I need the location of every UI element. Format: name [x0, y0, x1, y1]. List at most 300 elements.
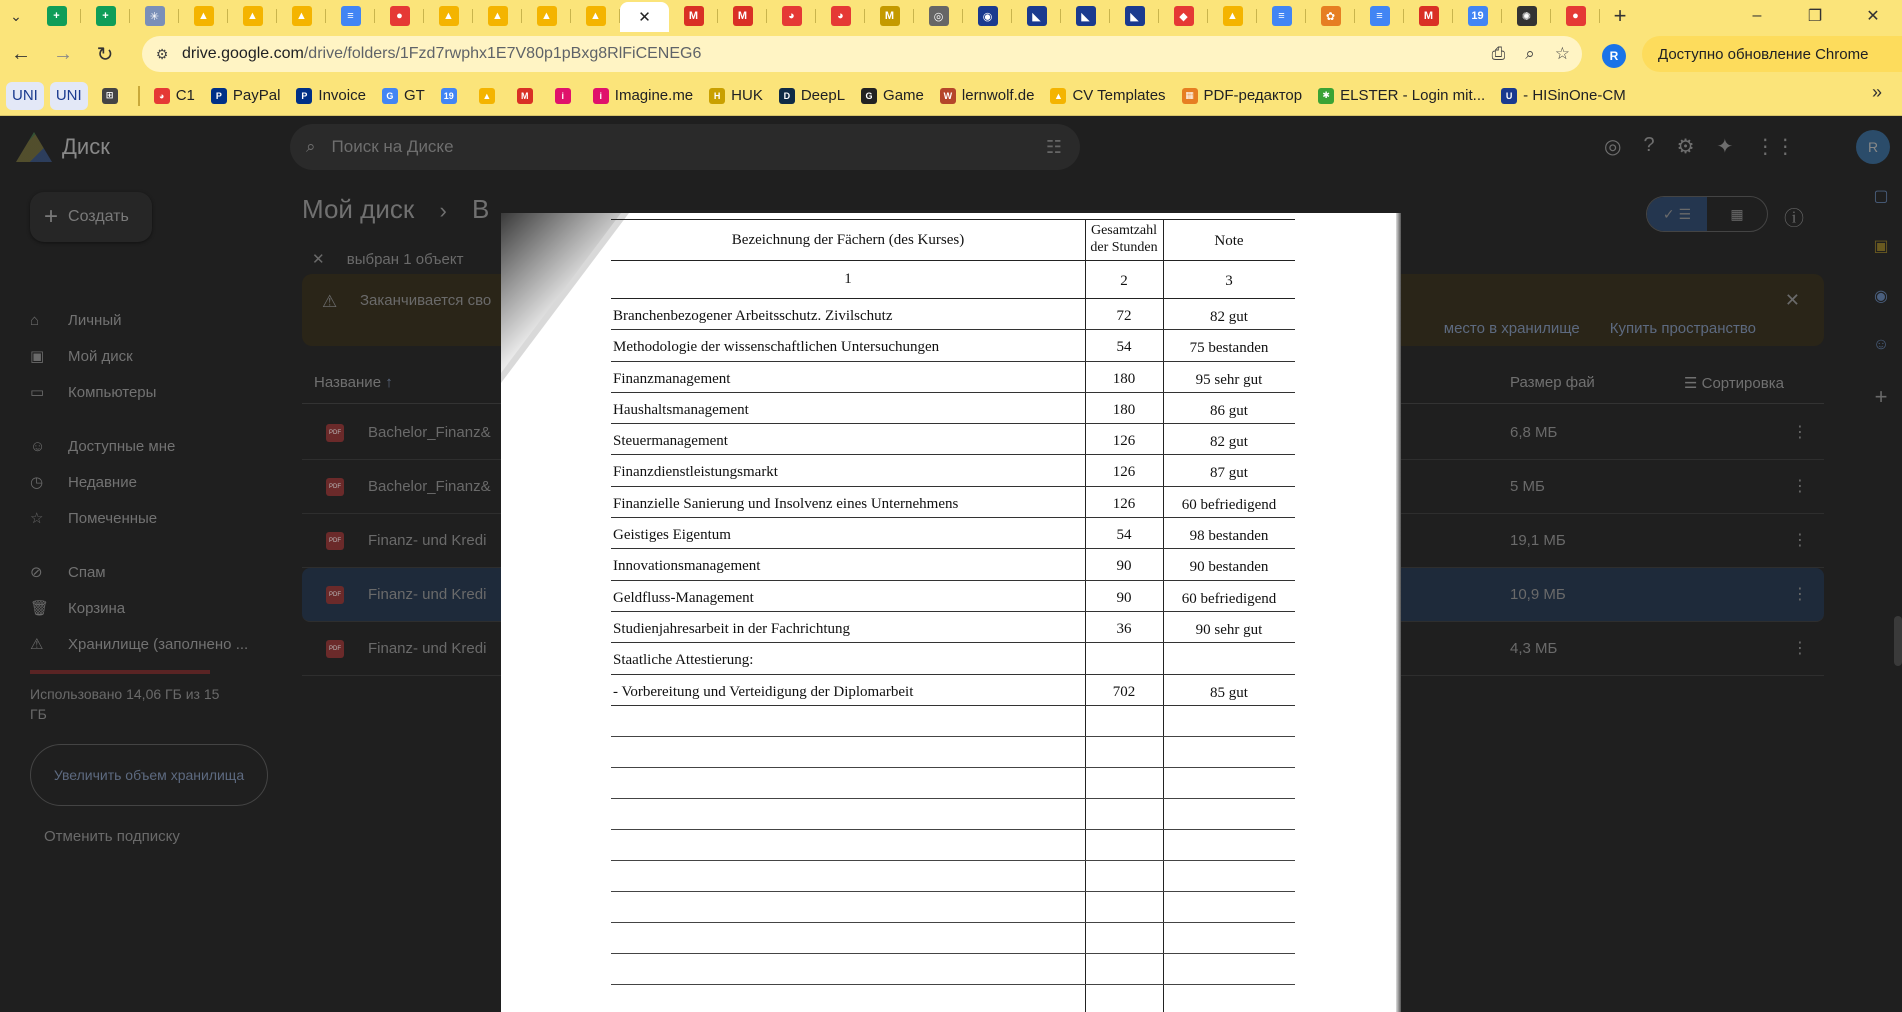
subject-cell: Steuermanagement [613, 433, 728, 450]
search-filter-icon[interactable]: ☷ [1045, 136, 1062, 157]
tab[interactable] [669, 0, 718, 32]
url-text[interactable] [182, 45, 701, 63]
more-actions-icon[interactable]: ⋮ [1792, 424, 1808, 441]
install-app-icon[interactable]: ⎙ [1491, 44, 1506, 63]
bookmark-label: ELSTER - Login mit... [1340, 87, 1486, 104]
index-subject: 1 [844, 271, 852, 287]
hours-cell: 126 [1112, 464, 1136, 481]
grade-cell: 85 gut [1210, 684, 1248, 701]
calendar-side-icon[interactable]: ▢ [1873, 188, 1889, 205]
huk-icon: H [709, 88, 725, 104]
pdf-file-icon: PDF [326, 586, 344, 604]
app-icon: M [880, 6, 900, 26]
tab[interactable] [326, 0, 375, 32]
grade-cell: 82 gut [1210, 309, 1248, 325]
file-name: Bachelor_Finanz& [368, 424, 491, 441]
tab-search-chevron-icon[interactable]: ⌄ [10, 7, 22, 24]
tab[interactable] [1502, 0, 1551, 32]
bookmark-item[interactable] [471, 82, 509, 110]
file-size: 10,9 МБ [1510, 586, 1566, 603]
contacts-side-icon[interactable]: ☺ [1872, 336, 1890, 353]
column-divider [1085, 861, 1086, 891]
table-header-row [611, 219, 1295, 261]
app-icon: ◎ [929, 6, 949, 26]
offline-status-icon[interactable]: ◎ [1604, 136, 1622, 158]
grade-cell: 95 sehr gut [1195, 371, 1263, 388]
column-divider [1163, 985, 1164, 1012]
more-actions-icon[interactable]: ⋮ [1792, 532, 1808, 549]
new-tab-button[interactable]: + [1613, 3, 1627, 28]
subject-cell: Methodologie der wissenschaftlichen Untersuchungen [613, 339, 940, 356]
subject-cell: - Vorbereitung und Verteidigung der Diplomarbeit [613, 683, 914, 700]
empty-table-row [611, 954, 1295, 985]
grid-view-icon[interactable]: ▦ [1730, 205, 1744, 222]
back-arrow-icon[interactable]: ← [11, 42, 31, 65]
grade-cell: 75 bestanden [1189, 340, 1269, 357]
buy-storage-button[interactable]: Купить пространство [1609, 320, 1756, 337]
pdf-file-icon: PDF [326, 478, 344, 496]
free-space-button[interactable]: место в хранилище [1443, 320, 1580, 337]
upgrade-storage-button[interactable]: Увеличить объем хранилища [30, 744, 268, 806]
grade-cell: 60 befriedigend [1181, 496, 1277, 513]
home-icon: ⌂ [30, 311, 40, 329]
tab[interactable] [130, 0, 179, 32]
file-name: Finanz- und Kredi [368, 586, 487, 603]
tab[interactable] [963, 0, 1012, 32]
sidebar-item[interactable] [30, 374, 270, 410]
tab[interactable] [1404, 0, 1453, 32]
bookmark-item[interactable] [1042, 82, 1173, 110]
app-icon: ● [390, 6, 410, 26]
bookmark-item[interactable] [771, 82, 853, 110]
bookmark-item[interactable] [585, 82, 701, 110]
table-row [611, 612, 1295, 643]
subject-cell: Finanzielle Sanierung und Insolvenz eines Unternehmens [613, 495, 959, 512]
sheets-icon: + [47, 6, 67, 26]
tab[interactable] [1551, 0, 1600, 32]
drive-logo[interactable] [16, 132, 110, 162]
column-divider [1163, 954, 1164, 984]
more-actions-icon[interactable]: ⋮ [1792, 640, 1808, 657]
breadcrumb-current-folder[interactable]: В [472, 194, 490, 224]
hours-cell: 180 [1112, 401, 1136, 418]
drive-icon: ▲ [292, 6, 312, 26]
bookmark-item[interactable] [509, 82, 547, 110]
ude-icon: U [1501, 88, 1517, 104]
breadcrumb-my-drive[interactable]: Мой диск [302, 194, 415, 224]
column-divider [1163, 923, 1164, 953]
bookmark-label: UNI [55, 87, 82, 104]
warning-icon: ⚠ [30, 636, 44, 653]
tab[interactable] [473, 0, 522, 32]
pdf-file-icon: PDF [326, 640, 344, 658]
sidebar-item-label: Спам [68, 563, 106, 581]
header-grade: Note [1214, 233, 1244, 249]
grades-table [611, 219, 1295, 1012]
window-controls [1728, 0, 1902, 32]
tab[interactable] [1453, 0, 1502, 32]
bookmark-item[interactable] [6, 82, 44, 110]
hours-cell: 54 [1116, 527, 1132, 544]
paypal-icon: P [296, 88, 312, 104]
maximize-icon[interactable]: ❐ [1807, 8, 1823, 25]
tab[interactable] [277, 0, 326, 32]
bookmark-item[interactable] [288, 82, 374, 110]
forward-arrow-icon[interactable]: → [53, 42, 73, 65]
people-icon: ☺ [30, 437, 46, 455]
list-view-icon[interactable]: ✓ ☰ [1647, 197, 1707, 231]
breadcrumb [302, 194, 489, 225]
column-divider [1163, 643, 1164, 673]
tab[interactable] [1355, 0, 1404, 32]
help-icon[interactable]: ? [1643, 134, 1655, 156]
empty-table-row [611, 861, 1295, 892]
bookmark-item[interactable] [1310, 82, 1493, 110]
drive-icon: ▲ [488, 6, 508, 26]
grade-cell: 87 gut [1210, 465, 1248, 482]
file-name: Finanz- und Kredi [368, 640, 487, 657]
empty-table-row [611, 923, 1295, 954]
close-window-icon[interactable]: ✕ [1866, 8, 1880, 25]
tab[interactable] [1257, 0, 1306, 32]
banner-text: Заканчивается сво [360, 292, 492, 309]
clear-selection-icon[interactable]: ✕ [312, 251, 325, 268]
chrome-update-button[interactable]: Доступно обновление Chrome [1642, 36, 1902, 72]
google-icon: G [382, 88, 398, 104]
grade-cell: 90 sehr gut [1195, 621, 1263, 638]
new-button[interactable] [30, 192, 152, 242]
tab-list [32, 0, 1600, 32]
wolf-icon: W [940, 88, 956, 104]
tab[interactable] [424, 0, 473, 32]
sidebar-item-label: Доступные мне [68, 437, 176, 455]
column-divider [1163, 706, 1164, 736]
drive-account-avatar[interactable]: R [1856, 130, 1890, 164]
subject-cell: Finanzdienstleistungsmarkt [613, 464, 778, 481]
tab[interactable] [718, 0, 767, 32]
apps-grid-icon: ⊞ [102, 88, 118, 104]
page-edge [1396, 213, 1401, 1012]
grade-cell: 90 bestanden [1189, 559, 1269, 576]
bookmark-item[interactable] [203, 82, 289, 110]
tab[interactable] [32, 0, 81, 32]
tab[interactable] [179, 0, 228, 32]
empty-table-row [611, 892, 1295, 923]
trash-icon: 🗑 [30, 600, 50, 617]
paypal-icon: P [211, 88, 227, 104]
imagine-icon: i [555, 88, 571, 104]
tab[interactable] [375, 0, 424, 32]
tab[interactable] [1012, 0, 1061, 32]
drive-icon: ▲ [586, 6, 606, 26]
banner-actions [1444, 320, 1756, 337]
tab[interactable] [816, 0, 865, 32]
column-size-header[interactable]: Размер фай [1510, 374, 1595, 391]
tab[interactable] [1110, 0, 1159, 32]
profile-avatar[interactable]: R [1602, 44, 1626, 68]
bookmark-label: Game [883, 87, 924, 104]
calendar-icon: 19 [1468, 6, 1488, 26]
sidebar-item-label: Помеченные [68, 509, 158, 527]
bookmark-item[interactable] [701, 82, 771, 110]
bookmark-label: lernwolf.de [961, 87, 1035, 104]
drive-icon: ▲ [479, 88, 495, 104]
column-divider [1085, 954, 1086, 984]
pdf-editor-icon: ▦ [1182, 88, 1198, 104]
tasks-side-icon[interactable]: ◉ [1874, 288, 1888, 305]
address-bar[interactable] [142, 36, 1582, 72]
drive-top-icons [1604, 134, 1795, 159]
bookmarks-bar [0, 76, 1902, 116]
app-icon: ◉ [978, 6, 998, 26]
table-row [611, 455, 1295, 486]
table-row [611, 675, 1295, 706]
breadcrumb-separator: › [439, 198, 447, 223]
header-hours-line1: Gesamtzahl [1090, 223, 1158, 238]
column-divider [1085, 737, 1086, 767]
column-name-header[interactable] [314, 374, 393, 391]
url-host: drive.google.com [182, 45, 304, 62]
star-icon: ☆ [30, 510, 44, 527]
bookmark-separator [138, 86, 140, 106]
hours-cell: 90 [1116, 558, 1132, 575]
subject-cell: Innovationsmanagement [613, 558, 761, 575]
tab[interactable] [81, 0, 130, 32]
drive-search-input[interactable] [290, 124, 1080, 170]
sidebar-item-label: Мой диск [68, 347, 133, 365]
bookmark-label: DeepL [800, 87, 846, 104]
gmail-icon: M [684, 6, 704, 26]
table-row [611, 643, 1295, 674]
subject-cell: Studienjahresarbeit in der Fachrichtung [613, 620, 851, 637]
app-icon: ◆ [1174, 6, 1194, 26]
drive-icon: ▲ [439, 6, 459, 26]
sidebar-item[interactable] [30, 590, 270, 626]
calendar-icon: 19 [441, 88, 457, 104]
deepl-icon: D [779, 88, 795, 104]
sort-button[interactable] [1684, 374, 1784, 392]
banner-close-icon[interactable]: ✕ [1784, 290, 1800, 310]
subject-cell: Staatliche Attestierung: [613, 652, 754, 669]
table-row [611, 362, 1295, 393]
app-icon: ◣ [1125, 6, 1145, 26]
tab[interactable] [914, 0, 963, 32]
table-index-row [611, 261, 1295, 299]
bookmark-item[interactable] [94, 82, 132, 110]
column-divider [1085, 830, 1086, 860]
header-hours [1085, 222, 1163, 256]
url-path: /drive/folders/1Fzd7rwphx1E7V80p1pBxg8RlFiCENEG6 [303, 45, 702, 62]
app-icon: ◕ [782, 6, 802, 26]
bookmark-label: PayPal [232, 87, 281, 104]
app-icon: ✿ [1321, 6, 1341, 26]
docs-icon: ≡ [1370, 6, 1390, 26]
zoom-icon[interactable]: ⌕ [1525, 44, 1535, 63]
app-icon: ◣ [1076, 6, 1096, 26]
bookmark-label: - HISinOne-CM [1523, 87, 1626, 104]
bookmark-item[interactable] [50, 82, 88, 110]
drive-sidebar-nav [30, 302, 270, 662]
reload-icon[interactable]: ↻ [96, 43, 114, 66]
file-name: Finanz- und Kredi [368, 532, 487, 549]
imagine-icon: i [593, 88, 609, 104]
keep-side-icon[interactable]: ▣ [1873, 238, 1889, 255]
omnibox-actions [1492, 36, 1570, 72]
pdf-page-preview[interactable] [501, 213, 1401, 1012]
sidebar-item-label: Недавние [68, 473, 137, 491]
sidebar-item-label: Корзина [68, 599, 126, 617]
plus-icon: + [44, 203, 59, 230]
sidebar-item-label: Компьютеры [68, 383, 157, 401]
bookmark-item[interactable] [853, 82, 932, 110]
grade-cell: 98 bestanden [1189, 528, 1269, 545]
bookmark-item[interactable] [433, 82, 471, 110]
tab[interactable] [620, 2, 669, 32]
table-row [611, 549, 1295, 580]
minimize-icon[interactable]: – [1752, 7, 1762, 24]
column-divider [1085, 892, 1086, 922]
page-scrollbar[interactable] [1894, 616, 1902, 666]
new-button-label: Создать [68, 208, 129, 225]
tab[interactable] [865, 0, 914, 32]
tab[interactable] [1306, 0, 1355, 32]
bookmark-label: GT [403, 87, 425, 104]
game-icon: G [861, 88, 877, 104]
apps-grid-icon[interactable]: ⋮⋮ [1755, 136, 1796, 158]
bookmark-label: CV Templates [1072, 87, 1166, 104]
tab[interactable] [767, 0, 816, 32]
file-size: 19,1 МБ [1510, 532, 1566, 549]
tab-strip [0, 0, 1902, 32]
file-name: Bachelor_Finanz& [368, 478, 491, 495]
details-info-icon[interactable]: ⓘ [1784, 208, 1804, 230]
table-row [611, 487, 1295, 518]
gmail-icon: M [733, 6, 753, 26]
bookmark-item[interactable] [1174, 82, 1311, 110]
bookmark-label: C1 [175, 87, 195, 104]
table-row [611, 299, 1295, 330]
more-actions-icon[interactable]: ⋮ [1792, 586, 1808, 603]
drive-icon: ▲ [1223, 6, 1243, 26]
close-icon[interactable]: ✕ [638, 9, 651, 26]
add-addon-icon[interactable]: + [1874, 384, 1888, 409]
tab[interactable] [522, 0, 571, 32]
subject-cell: Geldfluss-Management [613, 589, 754, 606]
sort-arrow-up-icon[interactable]: ↑ [385, 374, 393, 391]
sidebar-item-label: Хранилище (заполнено ... [68, 635, 249, 653]
tab[interactable] [571, 0, 620, 32]
tab[interactable] [1208, 0, 1257, 32]
bookmark-star-icon[interactable]: ☆ [1554, 44, 1570, 63]
grade-cell: 82 gut [1210, 434, 1248, 451]
bookmark-item[interactable] [374, 82, 433, 110]
clock-icon: ◷ [30, 474, 44, 491]
more-actions-icon[interactable]: ⋮ [1792, 478, 1808, 495]
grade-cell: 60 befriedigend [1181, 590, 1277, 607]
search-icon: ⌕ [306, 137, 316, 156]
file-size: 5 МБ [1510, 478, 1545, 495]
column-divider [1163, 799, 1164, 829]
subject-cell: Geistiges Eigentum [613, 527, 731, 544]
bookmark-item[interactable] [1493, 82, 1634, 110]
warning-icon: ⚠ [322, 292, 338, 311]
index-grade: 3 [1225, 273, 1233, 289]
sidebar-item[interactable] [30, 464, 270, 500]
selection-bar [312, 250, 464, 268]
table-row [611, 424, 1295, 455]
file-size: 6,8 МБ [1510, 424, 1558, 441]
bookmark-label: Imagine.me [614, 87, 694, 104]
search-placeholder: Поиск на Диске [331, 137, 454, 156]
hours-cell: 36 [1116, 620, 1132, 637]
drive-icon: ▲ [194, 6, 214, 26]
bookmark-label: UNI [12, 87, 38, 104]
app-icon: ● [1566, 6, 1586, 26]
sidebar-item-label: Личный [68, 311, 122, 329]
header-subject: Bezeichnung der Fächern (des Kurses) [731, 232, 965, 248]
cancel-subscription-link[interactable]: Отменить подписку [44, 828, 180, 845]
bookmark-label: HUK [731, 87, 763, 104]
page-curl [501, 213, 621, 373]
subject-cell: Finanzmanagement [613, 370, 731, 387]
empty-table-row [611, 985, 1295, 1012]
bookmark-item[interactable] [932, 82, 1043, 110]
sidebar-item[interactable] [30, 554, 270, 590]
hours-cell: 126 [1112, 433, 1136, 450]
drive-folder-icon: ▣ [30, 348, 45, 365]
empty-table-row [611, 830, 1295, 861]
gmail-icon: M [1419, 6, 1439, 26]
spam-icon: ⊘ [30, 564, 43, 581]
subject-cell: Haushaltsmanagement [613, 401, 749, 418]
sidebar-item[interactable] [30, 500, 270, 536]
grade-cell: 86 gut [1210, 402, 1248, 419]
sidebar-gap [30, 410, 270, 428]
tab[interactable] [228, 0, 277, 32]
gemini-sparkle-icon[interactable]: ✦ [1716, 136, 1734, 158]
hours-cell: 90 [1116, 589, 1132, 606]
sidebar-item[interactable] [30, 626, 270, 662]
column-divider [1163, 861, 1164, 891]
drive-icon: ▲ [1050, 88, 1066, 104]
tab[interactable] [1159, 0, 1208, 32]
tab[interactable] [1061, 0, 1110, 32]
elster-icon: ✱ [1318, 88, 1334, 104]
app-icon: ◕ [831, 6, 851, 26]
site-info-icon[interactable]: ⚙ [155, 45, 169, 62]
computer-icon: ▭ [30, 384, 45, 401]
index-hours: 2 [1120, 273, 1128, 289]
sidebar-item[interactable] [30, 302, 270, 338]
bookmark-item[interactable] [146, 82, 203, 110]
toolbar [0, 32, 1902, 76]
sort-icon: ☰ [1684, 375, 1698, 392]
sidebar-item[interactable] [30, 338, 270, 374]
side-panel-rail [1866, 186, 1896, 410]
drive-logo-icon [16, 132, 52, 162]
hours-cell: 180 [1112, 370, 1136, 387]
file-size: 4,3 МБ [1510, 640, 1558, 657]
empty-table-row [611, 799, 1295, 830]
sidebar-gap [30, 536, 270, 554]
sidebar-item[interactable] [30, 428, 270, 464]
bookmark-item[interactable] [547, 82, 585, 110]
settings-gear-icon[interactable]: ⚙ [1676, 136, 1695, 158]
column-divider [1163, 768, 1164, 798]
table-row [611, 518, 1295, 549]
bookmarks-overflow-icon[interactable]: » [1871, 82, 1882, 102]
column-divider [1085, 923, 1086, 953]
